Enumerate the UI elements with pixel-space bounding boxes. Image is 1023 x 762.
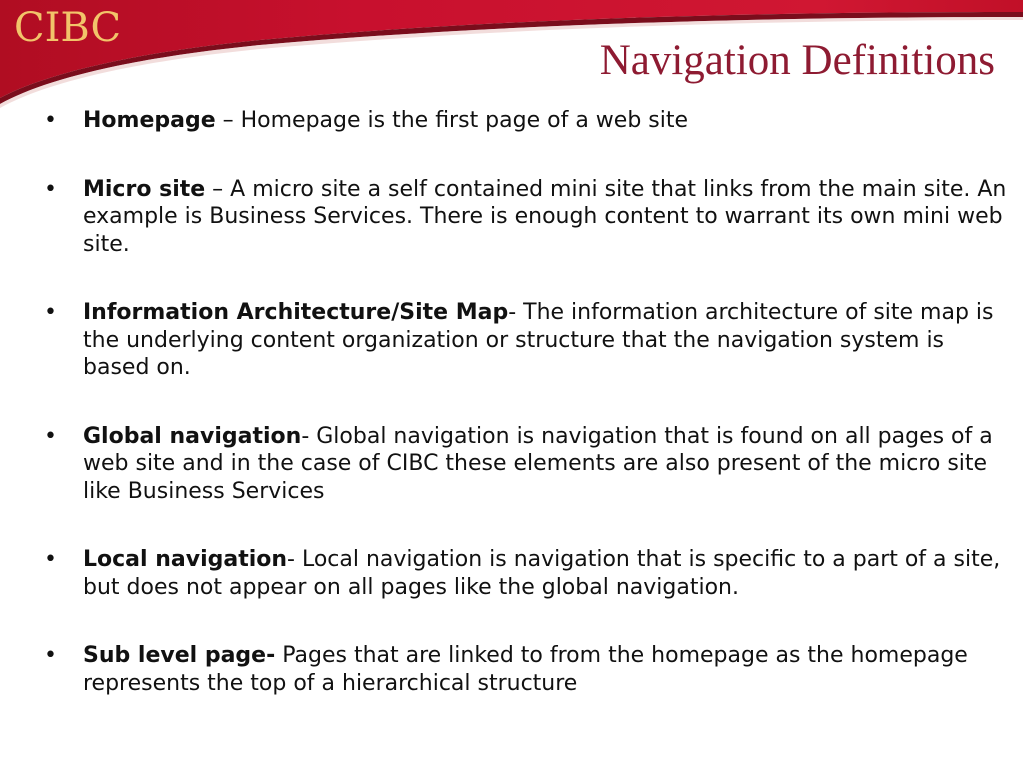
page-title: Navigation Definitions bbox=[599, 37, 995, 84]
definition-micro-site bbox=[42, 176, 1008, 259]
bullet-icon: • bbox=[44, 643, 57, 668]
definition-term: Information Architecture/Site Map bbox=[83, 300, 509, 325]
definition-term: Sub level page- bbox=[83, 643, 276, 668]
bullet-icon: • bbox=[44, 547, 57, 572]
bullet-icon: • bbox=[44, 176, 57, 202]
definition-sub-level-page bbox=[42, 642, 1008, 697]
definition-text: - Local navigation is navigation that is specific to a part of a site, but does not appear on all pages like the global navigation. bbox=[83, 547, 1001, 600]
definition-term: Micro site bbox=[83, 176, 206, 202]
definition-term: Homepage bbox=[83, 108, 216, 133]
bullet-icon: • bbox=[44, 423, 57, 449]
definition-term: Local navigation bbox=[83, 547, 288, 572]
definition-text: - The information architecture of site map is the underlying content organization or structure that the navigation system is based on. bbox=[83, 300, 994, 380]
bullet-icon: • bbox=[44, 108, 57, 133]
definitions-list bbox=[42, 107, 1008, 738]
definition-information-architecture bbox=[42, 299, 1008, 382]
definition-local-navigation bbox=[42, 546, 1008, 601]
definition-text: – A micro site a self contained mini site that links from the main site. An example is Business Services. There is enough content to warrant its own mini web site. bbox=[83, 176, 1007, 257]
bullet-icon: • bbox=[44, 300, 57, 325]
definition-text: – Homepage is the first page of a web site bbox=[215, 108, 689, 133]
definition-term: Global navigation bbox=[83, 423, 302, 449]
definition-homepage bbox=[42, 107, 1008, 135]
definition-text: Pages that are linked to from the homepage as the homepage represents the top of a hierarchical structure bbox=[83, 643, 968, 696]
cibc-logo: CIBC bbox=[14, 5, 122, 51]
definition-text: - Global navigation is navigation that is found on all pages of a web site and in the case of CIBC these elements are also present of the micro site like Business Services bbox=[83, 423, 993, 504]
definition-global-navigation bbox=[42, 423, 1008, 506]
